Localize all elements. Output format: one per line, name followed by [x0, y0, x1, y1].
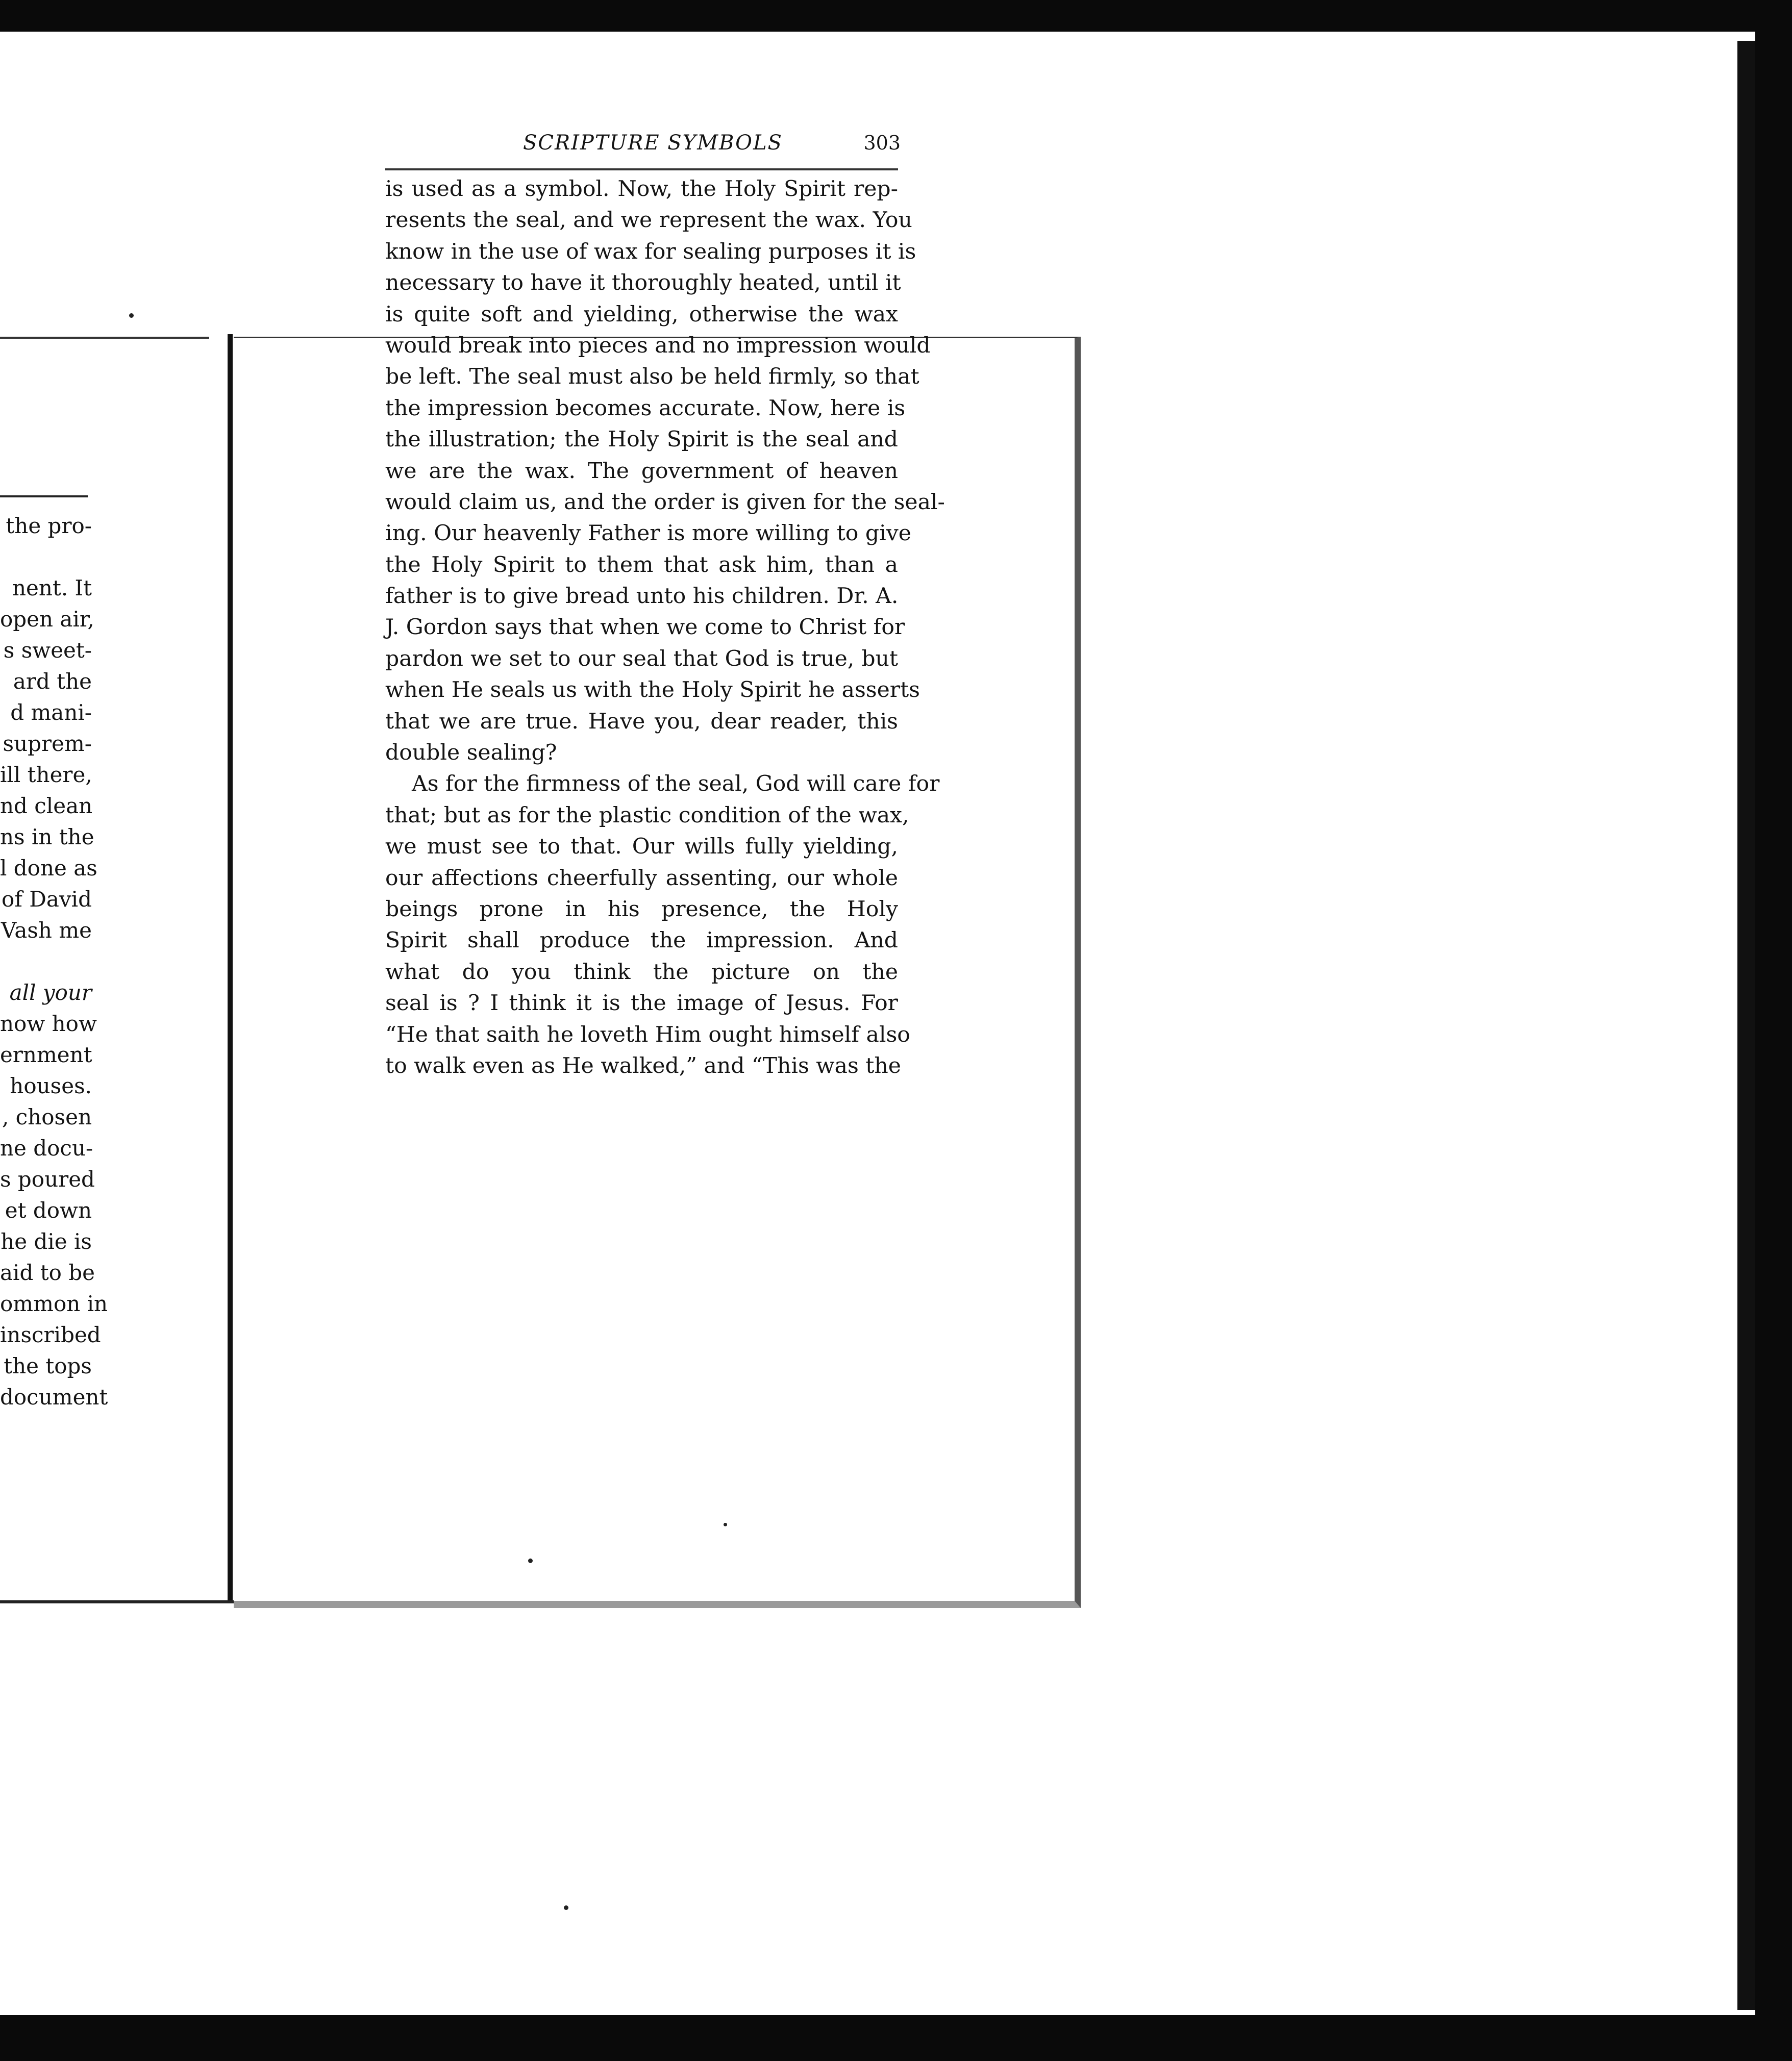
left-page-line: ne docu-: [0, 1136, 93, 1161]
text-line: to walk even as He walked,” and “This was the: [385, 1053, 901, 1078]
text-line: resents the seal, and we represent the wax. You: [385, 208, 912, 233]
left-page-line: he die is: [1, 1229, 92, 1254]
left-page-line: ill there,: [0, 762, 92, 787]
header-rule: [385, 168, 898, 170]
left-page-line: [0, 541, 92, 572]
text-line: J. Gordon says that when we come to Christ for: [385, 615, 905, 640]
running-title: SCRIPTURE SYMBOLS: [523, 131, 783, 155]
text-line: double sealing?: [385, 740, 557, 766]
scan-speck: [528, 1559, 533, 1563]
text-line: the impression becomes accurate. Now, here is: [385, 395, 906, 421]
text-line: “He that saith he loveth Him ought himself also: [385, 1022, 910, 1047]
left-page-line: s poured: [0, 1167, 95, 1192]
scan-speck: [129, 313, 134, 318]
scanner-frame-right: [1755, 32, 1792, 2015]
left-page-line: document: [0, 1385, 108, 1410]
text-line: necessary to have it thoroughly heated, until it: [385, 270, 901, 296]
left-page-top-edge: [0, 337, 209, 339]
text-line: pardon we set to our seal that God is true, but: [385, 646, 898, 671]
left-page-line: of David: [2, 887, 92, 912]
page-number: 303: [863, 132, 901, 154]
left-page-line: the pro-: [6, 513, 92, 538]
left-page-line: nent. It: [12, 575, 92, 600]
text-line: that we are true. Have you, dear reader, this: [385, 709, 898, 734]
scanner-frame-top: [0, 0, 1792, 32]
left-page-line: [0, 946, 92, 977]
left-page-line: now how: [0, 1011, 97, 1036]
left-page-bottom-edge: [0, 1600, 235, 1603]
left-page-line: all your: [9, 980, 92, 1005]
left-page-line: the tops: [4, 1353, 92, 1378]
text-line: the illustration; the Holy Spirit is the seal and: [385, 427, 898, 453]
scan-speck: [564, 1905, 568, 1910]
text-line: be left. The seal must also be held firmly, so that: [385, 364, 919, 390]
left-page-line: suprem-: [3, 731, 92, 756]
text-line: know in the use of wax for sealing purposes it is: [385, 239, 916, 264]
text-line: is used as a symbol. Now, the Holy Spirit rep-: [385, 177, 898, 202]
text-line: we must see to that. Our wills fully yielding,: [385, 834, 898, 860]
left-page-line: d mani-: [10, 700, 92, 725]
left-page-line: ernment: [0, 1042, 92, 1067]
left-page-line: l done as: [0, 856, 97, 881]
text-line: that; but as for the plastic condition of the wax,: [385, 802, 909, 828]
text-line: ing. Our heavenly Father is more willing to give: [385, 521, 911, 546]
body-text: [385, 173, 945, 1082]
text-line: As for the firmness of the seal, God will care for: [412, 771, 940, 797]
left-page-line: ard the: [13, 669, 92, 694]
left-page-text: [0, 510, 108, 1413]
scanner-frame-edge: [1737, 41, 1757, 2010]
text-line: father is to give bread unto his children. Dr. A.: [385, 584, 899, 609]
scanner-frame-bottom: [0, 2015, 1792, 2061]
left-page-line: et down: [5, 1198, 92, 1223]
left-page-line: , chosen: [2, 1104, 92, 1129]
left-page-line: s sweet-: [3, 638, 92, 663]
text-line: seal is ? I think it is the image of Jesus. For: [385, 991, 898, 1016]
text-line: what do you think the picture on the: [385, 959, 898, 985]
left-page-line: open air,: [0, 607, 94, 632]
left-page-line: houses.: [10, 1073, 92, 1098]
left-page-line: nd clean: [0, 793, 93, 818]
left-page-line: inscribed: [0, 1322, 101, 1347]
text-line: beings prone in his presence, the Holy: [385, 896, 898, 922]
book-spine: [228, 334, 233, 1602]
text-line: Spirit shall produce the impression. And: [385, 928, 898, 953]
page-header: [385, 128, 901, 158]
text-line: we are the wax. The government of heaven: [385, 458, 898, 484]
text-line: our affections cheerfully assenting, our whole: [385, 865, 898, 891]
text-line: is quite soft and yielding, otherwise the wax: [385, 301, 898, 327]
left-page-line: Vash me: [1, 918, 92, 943]
left-page-line: ns in the: [0, 824, 94, 849]
text-line: would break into pieces and no impression would: [385, 333, 931, 358]
text-line: the Holy Spirit to them that ask him, than a: [385, 552, 898, 577]
left-page-line: aid to be: [0, 1260, 95, 1285]
text-line: would claim us, and the order is given for the seal-: [385, 489, 945, 515]
scan-speck: [724, 1523, 727, 1526]
text-line: when He seals us with the Holy Spirit he asserts: [385, 677, 920, 703]
left-page-line: ommon in: [0, 1291, 108, 1316]
left-page-header-rule: [0, 495, 88, 497]
